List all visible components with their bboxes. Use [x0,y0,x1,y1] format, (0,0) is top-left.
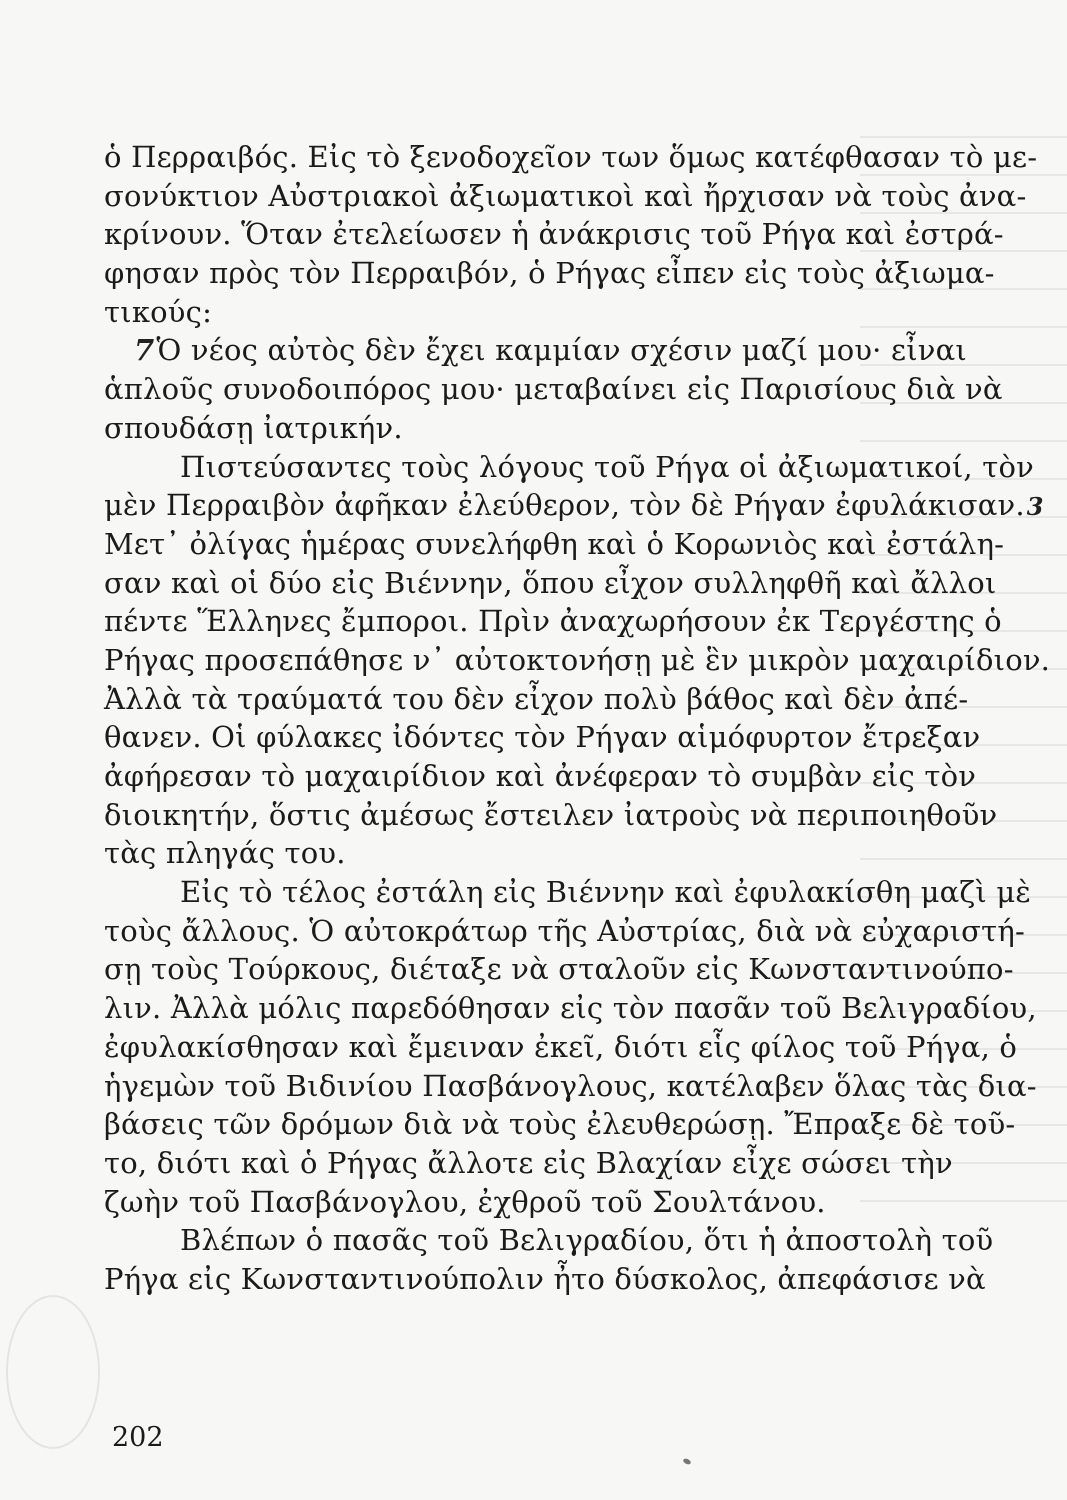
text-line-with-mark [104,486,1044,525]
text-line: φησαν πρὸς τὸν Περραιβόν, ὁ Ρήγας εἶπεν εἰς τοὺς ἀξιωμα- [104,256,995,291]
text-line: το, διότι καὶ ὁ Ρήγας ἄλλοτε εἰς Βλαχίαν εἶχε σώσει τὴν [104,1145,953,1180]
text-line: Ρήγα εἰς Κωνσταντινούπολιν ἦτο δύσκολος, ἀπεφάσισε νὰ [104,1261,986,1296]
handwritten-margin-mark: 3 [1026,492,1044,522]
text-line: Πιστεύσαντες τοὺς λόγους τοῦ Ρήγα οἱ ἀξιωματικοί, τὸν [180,449,1034,484]
text-line: τικούς: [104,294,213,329]
text-line: Μετ᾿ ὀλίγας ἡμέρας συνελήφθη καὶ ὁ Κορωνιὸς καὶ ἐστάλη- [104,526,1005,561]
text-line: θανεν. Οἱ φύλακες ἰδόντες τὸν Ρήγαν αἱμόφυρτον ἔτρεξαν [104,720,981,755]
text-line: Ἀλλὰ τὰ τραύματά του δὲν εἶχον πολὺ βάθος καὶ δὲν ἀπέ- [104,681,969,716]
text-line: σονύκτιον Αὐστριακοὶ ἀξιωματικοὶ καὶ ἤρχισαν νὰ τοὺς ἀνα- [104,178,1027,213]
body-text [104,138,1051,1298]
text-line: βάσεις τῶν δρόμων διὰ νὰ τοὺς ἐλευθερώσῃ. Ἔπραξε δὲ τοῦ- [104,1107,1016,1142]
text-line: σαν καὶ οἱ δύο εἰς Βιέννην, ὅπου εἶχον συλληφθῆ καὶ ἄλλοι [104,565,997,600]
ink-speck [682,1458,691,1466]
text-line: Ὁ νέος αὐτὸς δὲν ἔχει καμμίαν σχέσιν μαζί μου· εἶναι [156,333,967,368]
text-line: μὲν Περραιβὸν ἀφῆκαν ἐλεύθερον, τὸν δὲ Ρήγαν ἐφυλάκισαν. [104,488,1025,523]
text-line: Ρήγας προσεπάθησε ν᾿ αὐτοκτονήσῃ μὲ ἓν μικρὸν μαχαιρίδιον. [104,642,1051,677]
page-number: 202 [112,1422,164,1453]
text-line: πέντε Ἕλληνες ἔμποροι. Πρὶν ἀναχωρήσουν ἐκ Τεργέστης ὁ [104,604,1002,639]
text-line: λιν. Ἀλλὰ μόλις παρεδόθησαν εἰς τὸν πασᾶν τοῦ Βελιγραδίου, [104,991,1037,1026]
text-line: ἡγεμὼν τοῦ Βιδινίου Πασβάνογλους, κατέλαβεν ὅλας τὰς δια- [104,1068,1037,1103]
library-stamp [6,1295,100,1449]
text-line: κρίνουν. Ὅταν ἐτελείωσεν ἡ ἀνάκρισις τοῦ Ρήγα καὶ ἐστρά- [104,217,1004,252]
text-line-with-mark [104,331,967,370]
text-line: ἀφήρεσαν τὸ μαχαιρίδιον καὶ ἀνέφεραν τὸ συμβὰν εἰς τὸν [104,759,977,793]
text-line: σῃ τοὺς Τούρκους, διέταξε νὰ σταλοῦν εἰς Κωνσταντινούπο- [104,952,1014,987]
text-line: σπουδάσῃ ἰατρικήν. [104,410,403,445]
text-line: τὰς πληγάς του. [104,836,346,871]
text-line: διοικητήν, ὅστις ἀμέσως ἔστειλεν ἰατροὺς νὰ περιποιηθοῦν [104,797,998,832]
text-line: ζωὴν τοῦ Πασβάνογλου, ἐχθροῦ τοῦ Σουλτάνου. [104,1184,826,1219]
text-line: ἐφυλακίσθησαν καὶ ἔμειναν ἐκεῖ, διότι εἷς φίλος τοῦ Ρήγα, ὁ [104,1029,1018,1064]
text-line: τοὺς ἄλλους. Ὁ αὐτοκράτωρ τῆς Αὐστρίας, διὰ νὰ εὐχαριστή- [104,913,1025,948]
text-line: Εἰς τὸ τέλος ἐστάλη εἰς Βιέννην καὶ ἐφυλακίσθη μαζὶ μὲ [180,875,1032,910]
text-line: ὁ Περραιβός. Εἰς τὸ ξενοδοχεῖον των ὅμως κατέφθασαν τὸ με- [104,140,1038,174]
text-line: ἁπλοῦς συνοδοιπόρος μου· μεταβαίνει εἰς Παρισίους διὰ νὰ [104,372,1003,407]
text-line: Βλέπων ὁ πασᾶς τοῦ Βελιγραδίου, ὅτι ἡ ἀποστολὴ τοῦ [180,1223,994,1258]
handwritten-margin-mark: 7 [134,333,155,368]
